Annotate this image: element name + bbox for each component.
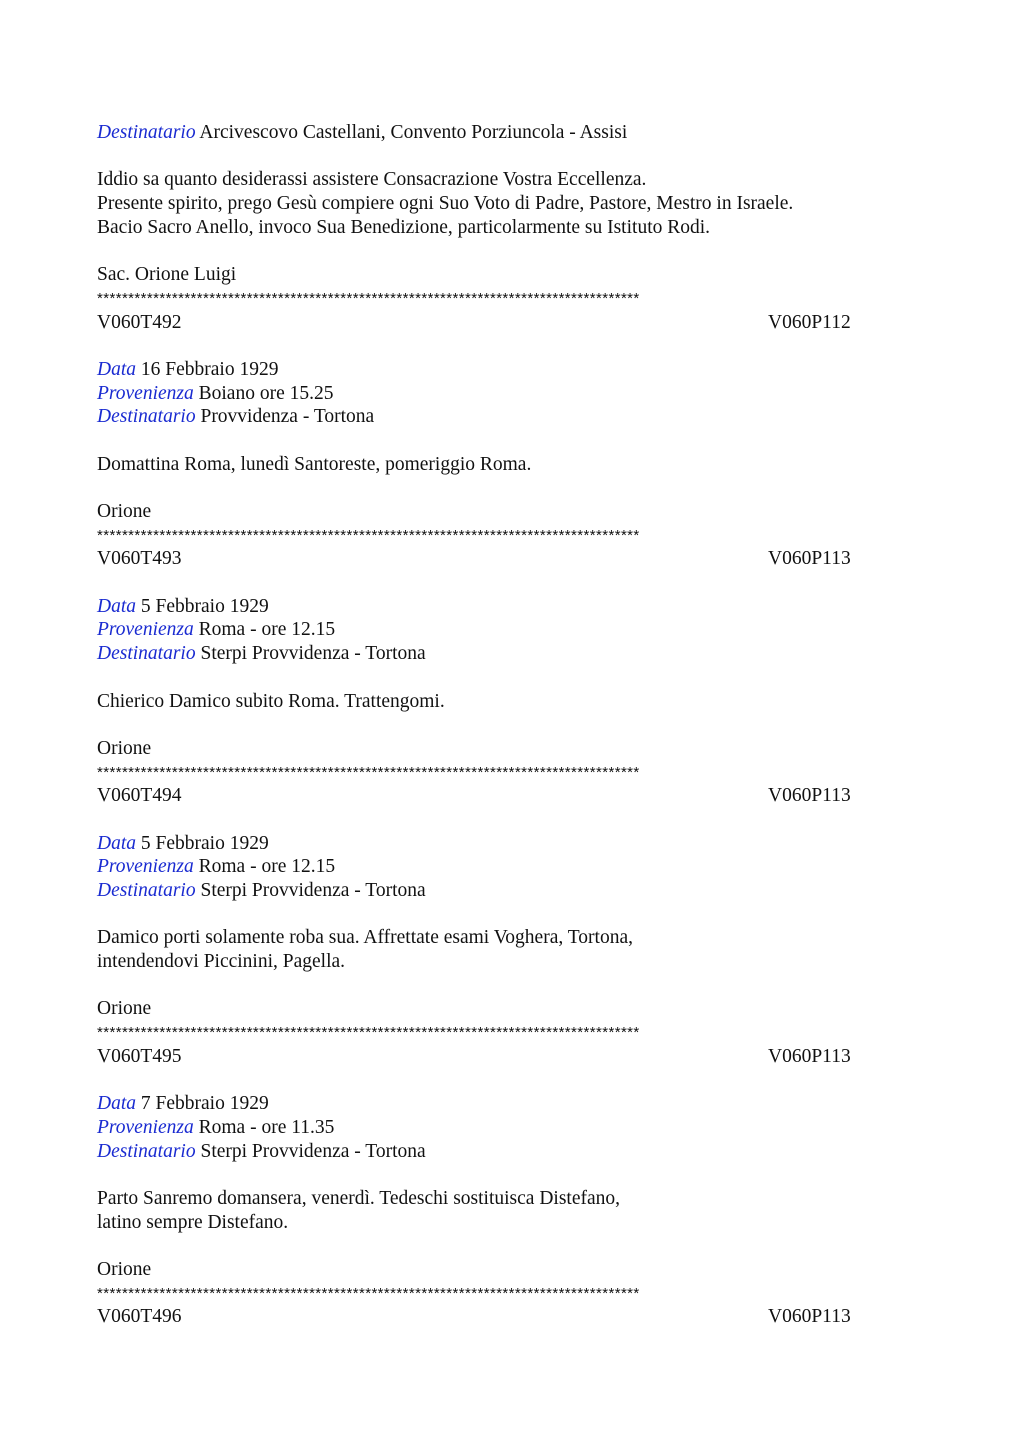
provenienza-label: Provenienza [97, 1116, 194, 1138]
record-id: V060T495 [97, 1045, 182, 1067]
signature: Orione [97, 1259, 152, 1280]
separator: *************************************************************************************** [97, 763, 640, 781]
message-body-line: Parto Sanremo domansera, venerdì. Tedeschi sostituisca Distefano, [97, 1187, 621, 1209]
signature: Orione [97, 501, 152, 522]
provenienza-value: Boiano ore 15.25 [198, 382, 334, 404]
message-body-line: Domattina Roma, lunedì Santoreste, pomeriggio Roma. [97, 453, 532, 475]
destinatario-label: Destinatario [97, 880, 196, 901]
destinatario-value: Sterpi Provvidenza - Tortona [200, 643, 426, 665]
message-body-line: intendendovi Piccinini, Pagella. [97, 951, 346, 973]
record-id-row [97, 311, 927, 335]
page-ref: V060P112 [768, 311, 851, 333]
destinatario-line [97, 642, 927, 666]
data-value: 7 Febbraio 1929 [140, 1093, 269, 1115]
record-id: V060T496 [97, 1306, 182, 1328]
page-ref: V060P113 [768, 785, 851, 807]
page-ref: V060P113 [768, 1306, 851, 1328]
destinatario-value: Provvidenza - Tortona [200, 406, 375, 428]
destinatario-line [97, 405, 927, 429]
destinatario-line [97, 1140, 927, 1164]
signature: Orione [97, 998, 152, 1020]
message-body-line: Damico porti solamente roba sua. Affrettate esami Voghera, Tortona, [97, 927, 634, 949]
destinatario-value: Sterpi Provvidenza - Tortona [200, 1140, 426, 1162]
data-label: Data [97, 358, 136, 380]
intro-body-line: Iddio sa quanto desiderassi assistere Consacrazione Vostra Eccellenza. [97, 169, 647, 191]
message-body-line: Chierico Damico subito Roma. Trattengomi. [97, 690, 445, 712]
provenienza-line [97, 855, 927, 879]
document-page [97, 121, 927, 1329]
page-ref: V060P113 [768, 1045, 851, 1067]
message-body-line: latino sempre Distefano. [97, 1211, 289, 1233]
provenienza-line [97, 382, 927, 406]
record-id-row [97, 784, 927, 808]
intro-body-line: Presente spirito, prego Gesù compiere ogni Suo Voto di Padre, Pastore, Mestro in Israele. [97, 193, 794, 215]
data-value: 16 Febbraio 1929 [140, 358, 279, 380]
separator: *************************************************************************************** [97, 526, 640, 544]
destinatario-label: Destinatario [97, 1140, 196, 1162]
destinatario-label: Destinatario [97, 122, 196, 143]
separator: *************************************************************************************** [97, 289, 640, 307]
signature: Orione [97, 737, 152, 759]
destinatario-line [97, 879, 927, 903]
data-line [97, 1092, 927, 1116]
provenienza-value: Roma - ore 12.15 [198, 856, 336, 878]
record-id: V060T494 [97, 785, 182, 807]
data-label: Data [97, 595, 136, 617]
intro-signature: Sac. Orione Luigi [97, 264, 237, 286]
provenienza-label: Provenienza [97, 619, 194, 641]
record-id-row [97, 547, 927, 571]
data-value: 5 Febbraio 1929 [140, 832, 269, 854]
separator: *************************************************************************************** [97, 1024, 640, 1042]
data-line [97, 358, 927, 382]
record-id: V060T493 [97, 548, 182, 570]
provenienza-value: Roma - ore 12.15 [198, 619, 336, 641]
record-id-row [97, 1305, 927, 1329]
data-label: Data [97, 1093, 136, 1115]
intro-destinatario-line [97, 121, 927, 145]
page-ref: V060P113 [768, 548, 851, 570]
destinatario-label: Destinatario [97, 406, 196, 428]
record-id-row [97, 1045, 927, 1069]
destinatario-value: Arcivescovo Castellani, Convento Porziuncola - Assisi [199, 122, 628, 143]
data-line [97, 595, 927, 619]
destinatario-value: Sterpi Provvidenza - Tortona [200, 880, 426, 901]
intro-body-line: Bacio Sacro Anello, invoco Sua Benedizione, particolarmente su Istituto Rodi. [97, 216, 711, 238]
provenienza-line [97, 1116, 927, 1140]
provenienza-line [97, 618, 927, 642]
data-label: Data [97, 832, 136, 854]
record-id: V060T492 [97, 311, 182, 333]
separator: *************************************************************************************** [97, 1284, 640, 1302]
data-line [97, 832, 927, 856]
destinatario-label: Destinatario [97, 643, 196, 665]
provenienza-value: Roma - ore 11.35 [198, 1116, 335, 1138]
provenienza-label: Provenienza [97, 382, 194, 404]
provenienza-label: Provenienza [97, 856, 194, 878]
data-value: 5 Febbraio 1929 [140, 595, 269, 617]
